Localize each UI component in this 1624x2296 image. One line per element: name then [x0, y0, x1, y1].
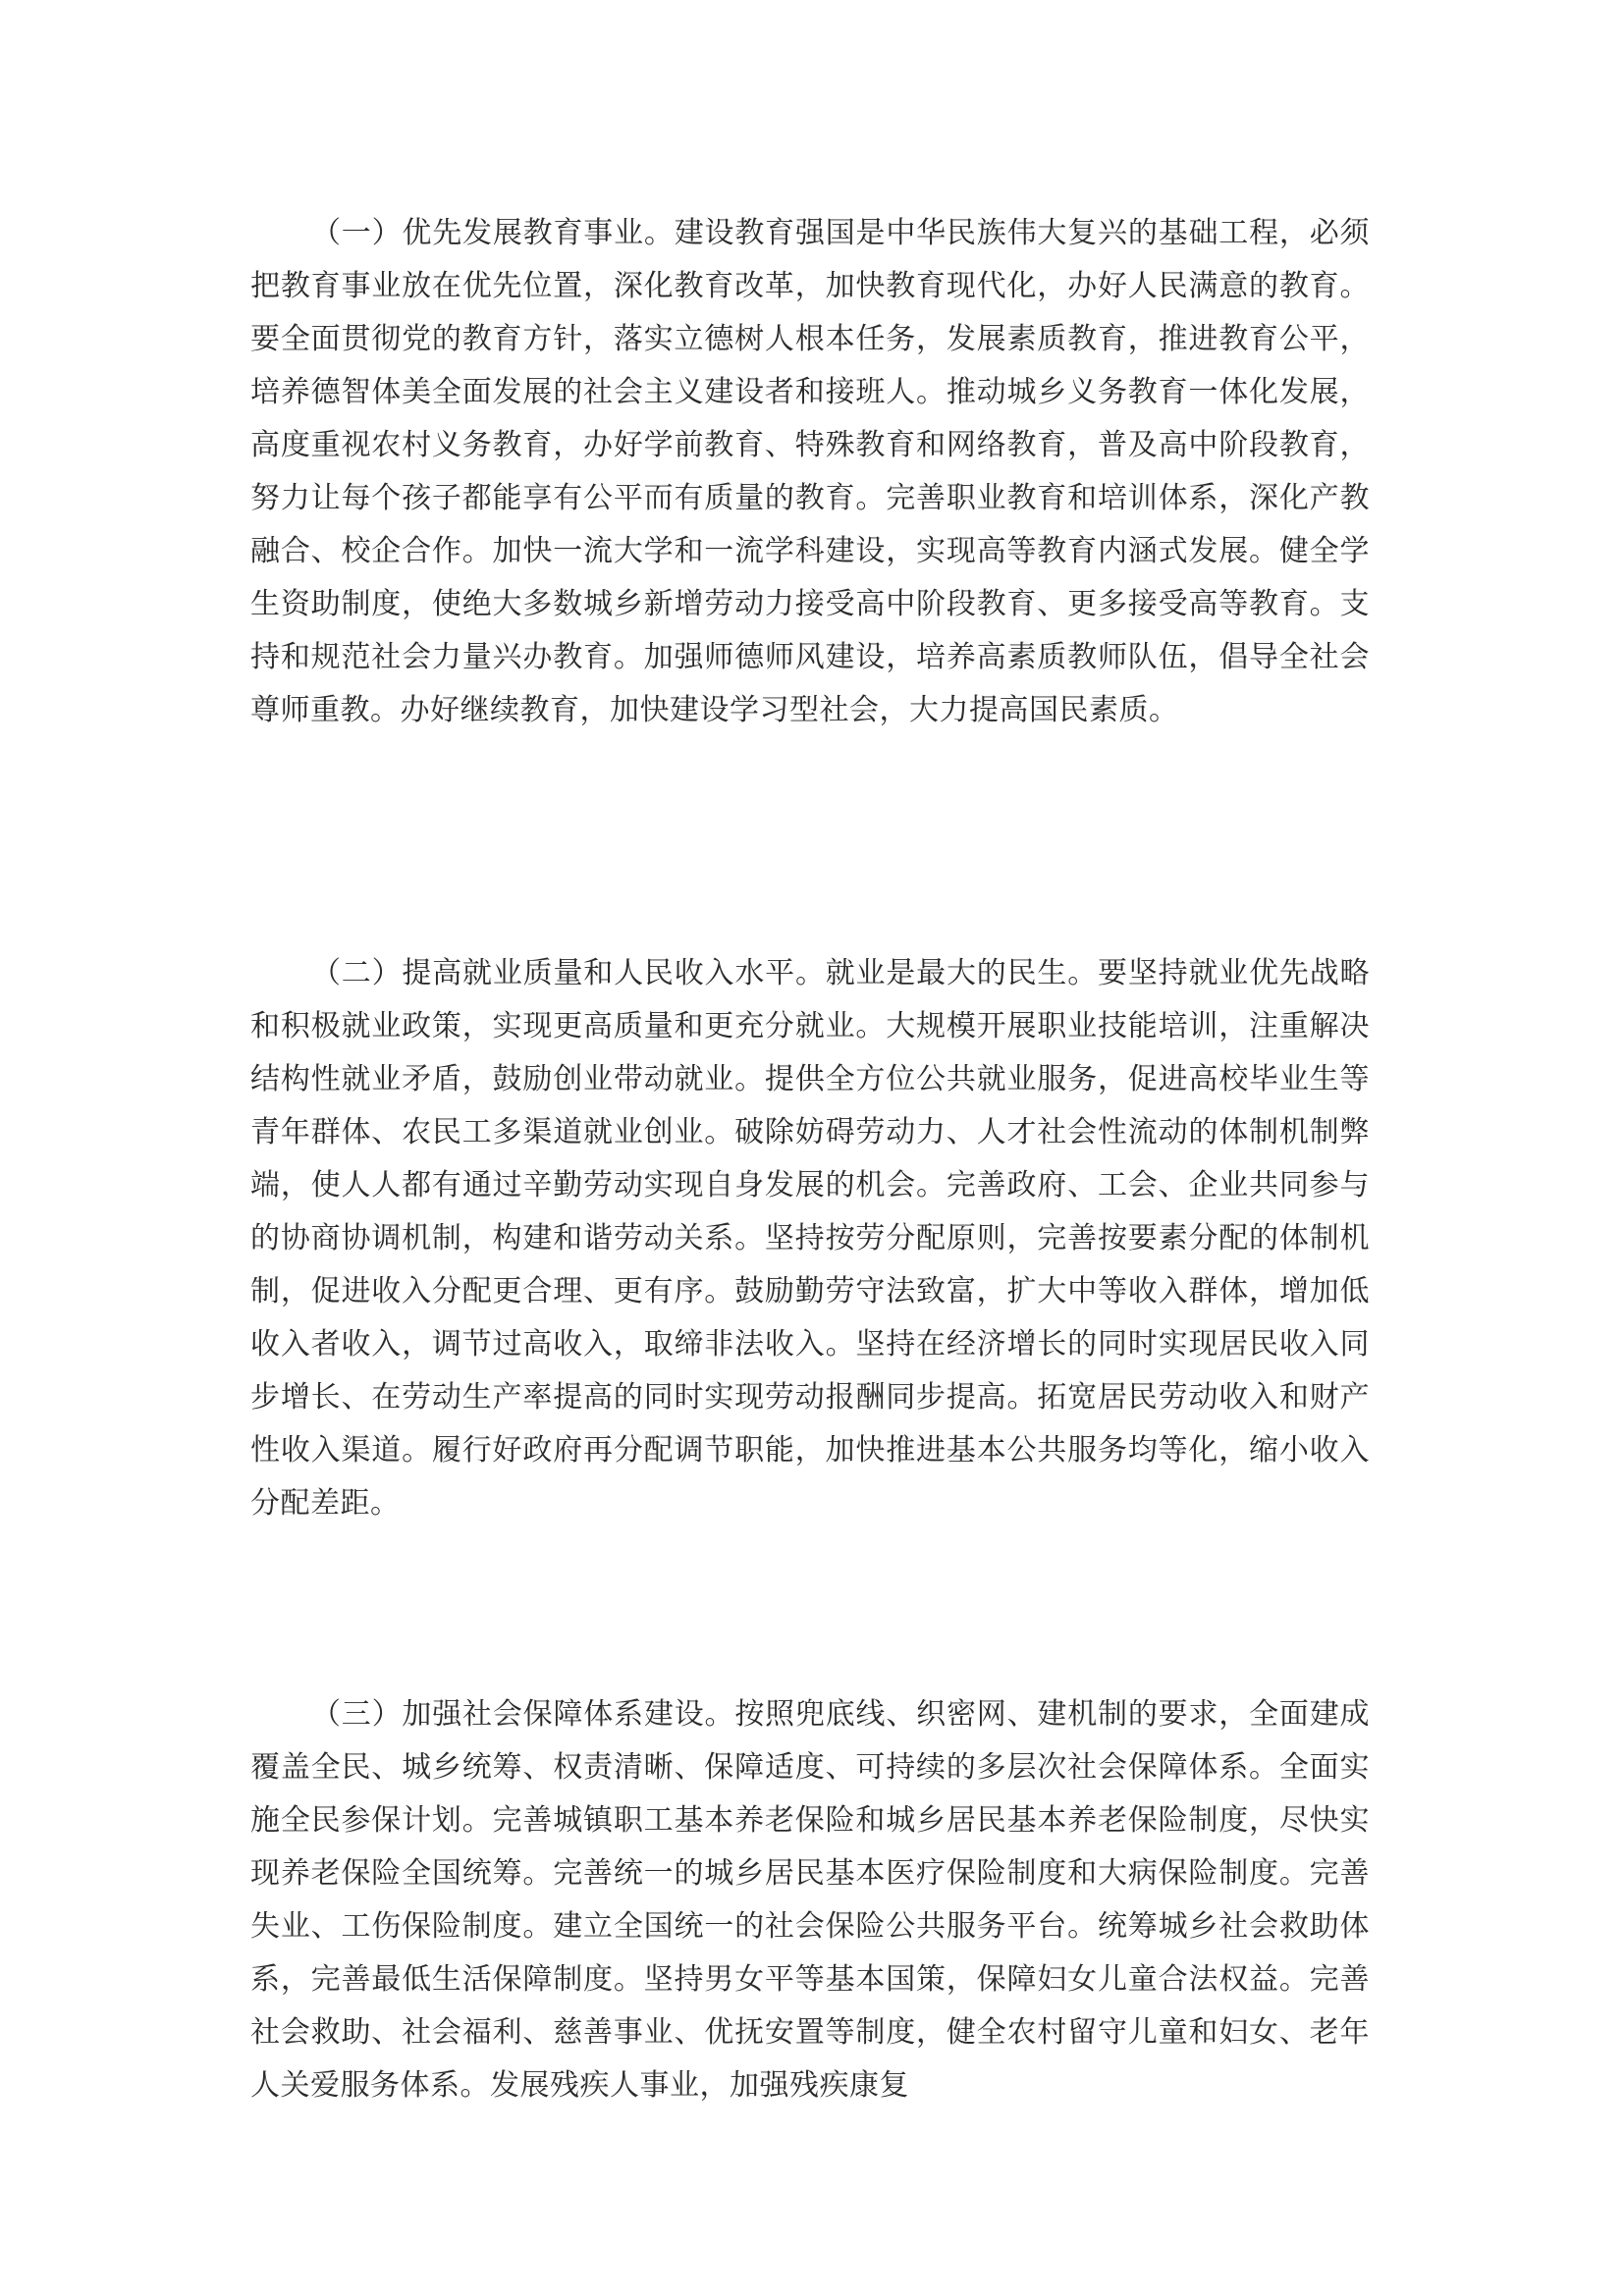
paragraph-employment-income: （二）提高就业质量和人民收入水平。就业是最大的民生。要坚持就业优先战略和积极就业政策，实现更高质量和更充分就业。大规模开展职业技能培训，注重解决结构性就业矛盾，鼓励创业带动就业。提供全方位公共就业服务，促进高校毕业生等青年群体、农民工多渠道就业创业。破除妨碍劳动力、人才社会性流动的体制机制弊端，使人人都有通过辛勤劳动实现自身发展的机会。完善政府、工会、企业共同参与的协商协调机制，构建和谐劳动关系。坚持按劳分配原则，完善按要素分配的体制机制，促进收入分配更合理、更有序。鼓励勤劳守法致富，扩大中等收入群体，增加低收入者收入，调节过高收入，取缔非法收入。坚持在经济增长的同时实现居民收入同步增长、在劳动生产率提高的同时实现劳动报酬同步提高。拓宽居民劳动收入和财产性收入渠道。履行好政府再分配调节职能，加快推进基本公共服务均等化，缩小收入分配差距。: [250, 956, 1370, 1521]
paragraph-social-security: （三）加强社会保障体系建设。按照兜底线、织密网、建机制的要求，全面建成覆盖全民、城乡统筹、权责清晰、保障适度、可持续的多层次社会保障体系。全面实施全民参保计划。完善城镇职工基本养老保险和城乡居民基本养老保险制度，尽快实现养老保险全国统筹。完善统一的城乡居民基本医疗保险制度和大病保险制度。完善失业、工伤保险制度。建立全国统一的社会保险公共服务平台。统筹城乡社会救助体系，完善最低生活保障制度。坚持男女平等基本国策，保障妇女儿童合法权益。完善社会救助、社会福利、慈善事业、优抚安置等制度，健全农村留守儿童和妇女、老年人关爱服务体系。发展残疾人事业，加强残疾康复: [250, 1697, 1370, 2103]
paragraph-education: （一）优先发展教育事业。建设教育强国是中华民族伟大复兴的基础工程，必须把教育事业放在优先位置，深化教育改革，加快教育现代化，办好人民满意的教育。要全面贯彻党的教育方针，落实立德树人根本任务，发展素质教育，推进教育公平，培养德智体美全面发展的社会主义建设者和接班人。推动城乡义务教育一体化发展，高度重视农村义务教育，办好学前教育、特殊教育和网络教育，普及高中阶段教育，努力让每个孩子都能享有公平而有质量的教育。完善职业教育和培训体系，深化产教融合、校企合作。加快一流大学和一流学科建设，实现高等教育内涵式发展。健全学生资助制度，使绝大多数城乡新增劳动力接受高中阶段教育、更多接受高等教育。支持和规范社会力量兴办教育。加强师德师风建设，培养高素质教师队伍，倡导全社会尊师重教。办好继续教育，加快建设学习型社会，大力提高国民素质。: [250, 216, 1370, 727]
